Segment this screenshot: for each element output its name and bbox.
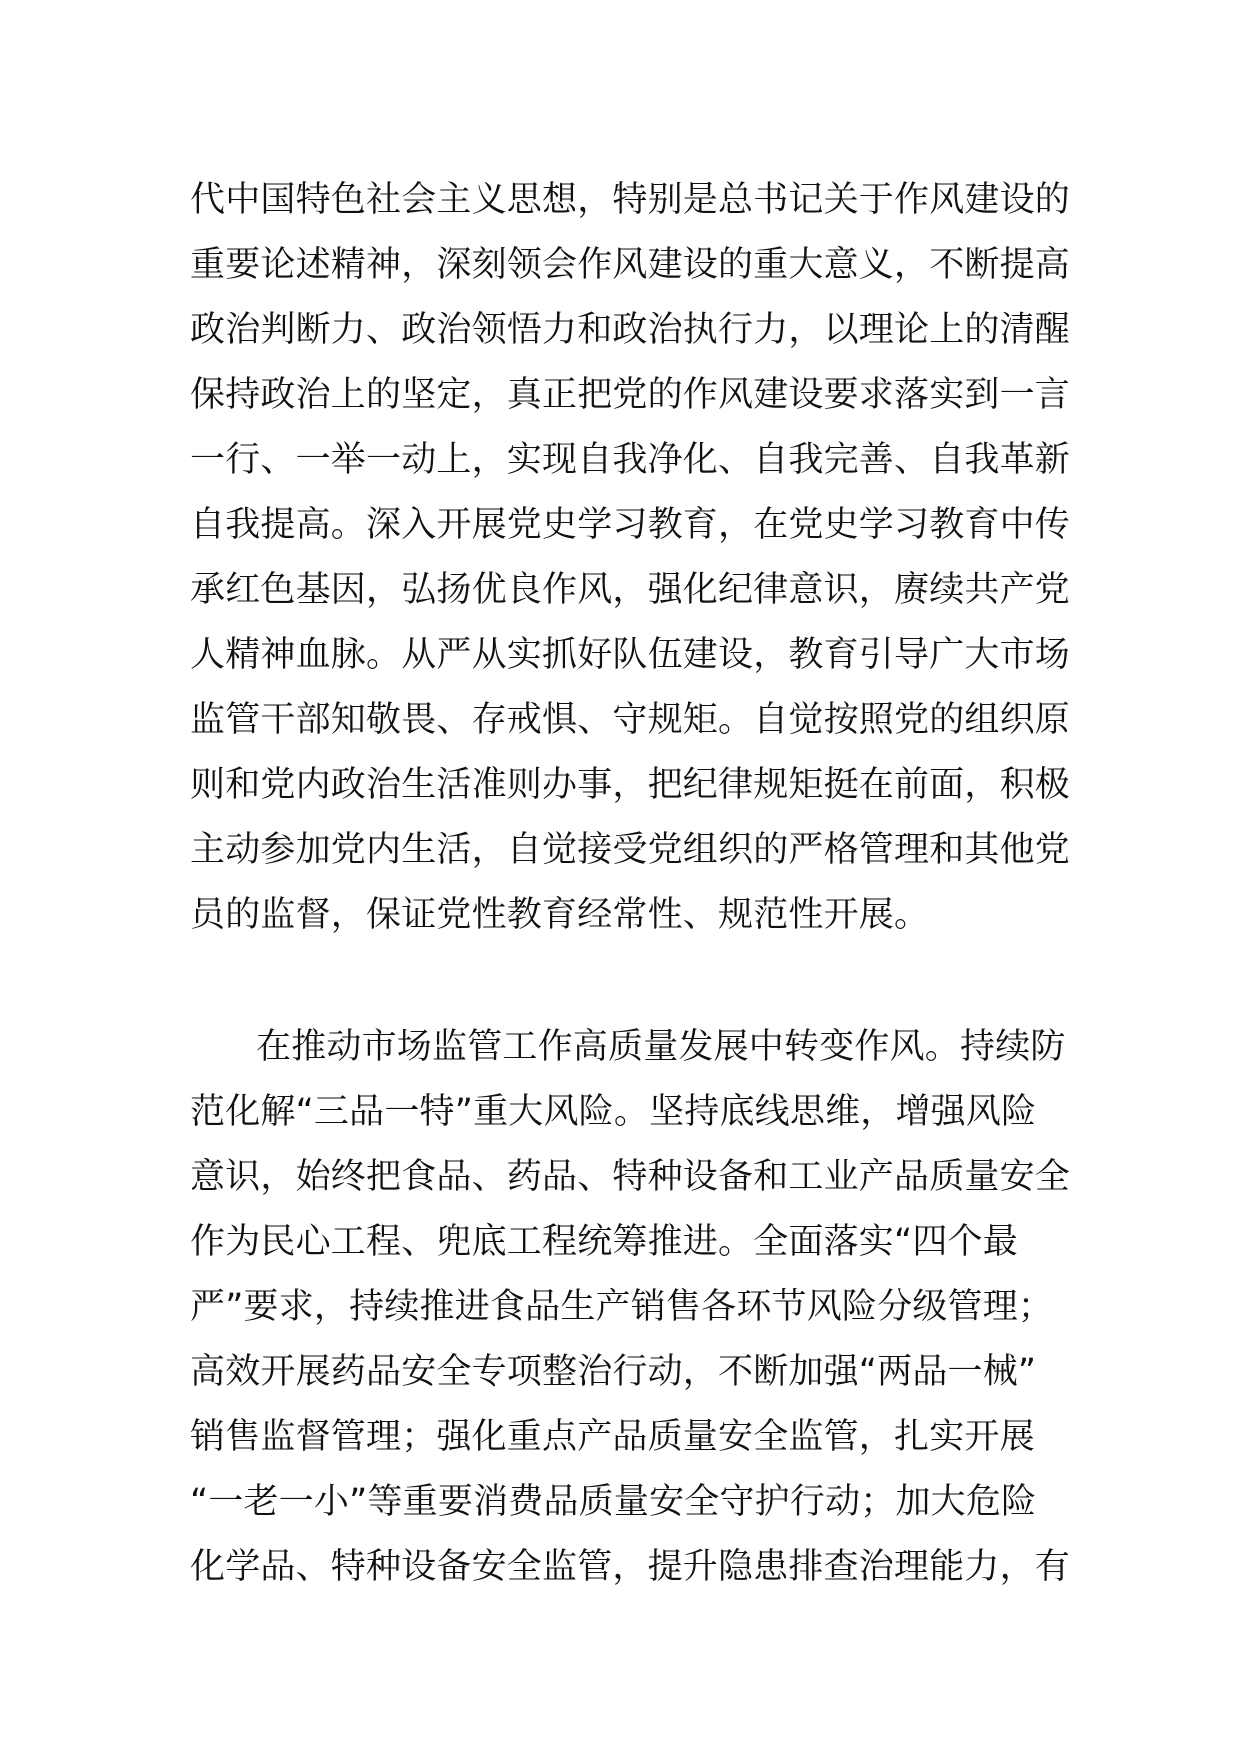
paragraph-line: 高效开展药品安全专项整治行动，不断加强“两品一械” <box>190 1352 1037 1392</box>
paragraph-line: 人精神血脉。从严从实抓好队伍建设，教育引导广大市场 <box>190 635 1071 675</box>
paragraph-line: 在推动市场监管工作高质量发展中转变作风。持续防 <box>256 1027 1066 1067</box>
paragraph-line: 代中国特色社会主义思想，特别是总书记关于作风建设的 <box>190 180 1071 220</box>
paragraph-line: 严”要求，持续推进食品生产销售各环节风险分级管理； <box>190 1287 1054 1327</box>
paragraph-1 <box>190 168 1071 948</box>
paragraph-line: 自我提高。深入开展党史学习教育，在党史学习教育中传 <box>190 505 1071 545</box>
paragraph-line: 重要论述精神，深刻领会作风建设的重大意义，不断提高 <box>190 245 1071 285</box>
paragraph-line: 保持政治上的坚定，真正把党的作风建设要求落实到一言 <box>190 375 1071 415</box>
paragraph-2 <box>190 1015 1071 1600</box>
paragraph-line: 范化解“三品一特”重大风险。坚持底线思维，增强风险 <box>190 1092 1037 1132</box>
paragraph-line: 化学品、特种设备安全监管，提升隐患排查治理能力，有 <box>190 1547 1071 1587</box>
paragraph-line: 销售监督管理；强化重点产品质量安全监管，扎实开展 <box>190 1417 1035 1457</box>
paragraph-line: 一行、一举一动上，实现自我净化、自我完善、自我革新 <box>190 440 1071 480</box>
paragraph-line: 作为民心工程、兜底工程统筹推进。全面落实“四个最 <box>190 1222 1018 1262</box>
paragraph-line: 则和党内政治生活准则办事，把纪律规矩挺在前面，积极 <box>190 765 1071 805</box>
paragraph-line: 政治判断力、政治领悟力和政治执行力，以理论上的清醒 <box>190 310 1071 350</box>
paragraph-line: 员的监督，保证党性教育经常性、规范性开展。 <box>190 895 930 935</box>
paragraph-line: 监管干部知敬畏、存戒惧、守规矩。自觉按照党的组织原 <box>190 700 1071 740</box>
paragraph-line: 主动参加党内生活，自觉接受党组织的严格管理和其他党 <box>190 830 1071 870</box>
paragraph-line: 意识，始终把食品、药品、特种设备和工业产品质量安全 <box>190 1157 1071 1197</box>
paragraph-line: 承红色基因，弘扬优良作风，强化纪律意识，赓续共产党 <box>190 570 1071 610</box>
paragraph-line: “一老一小”等重要消费品质量安全守护行动；加大危险 <box>190 1482 1037 1522</box>
